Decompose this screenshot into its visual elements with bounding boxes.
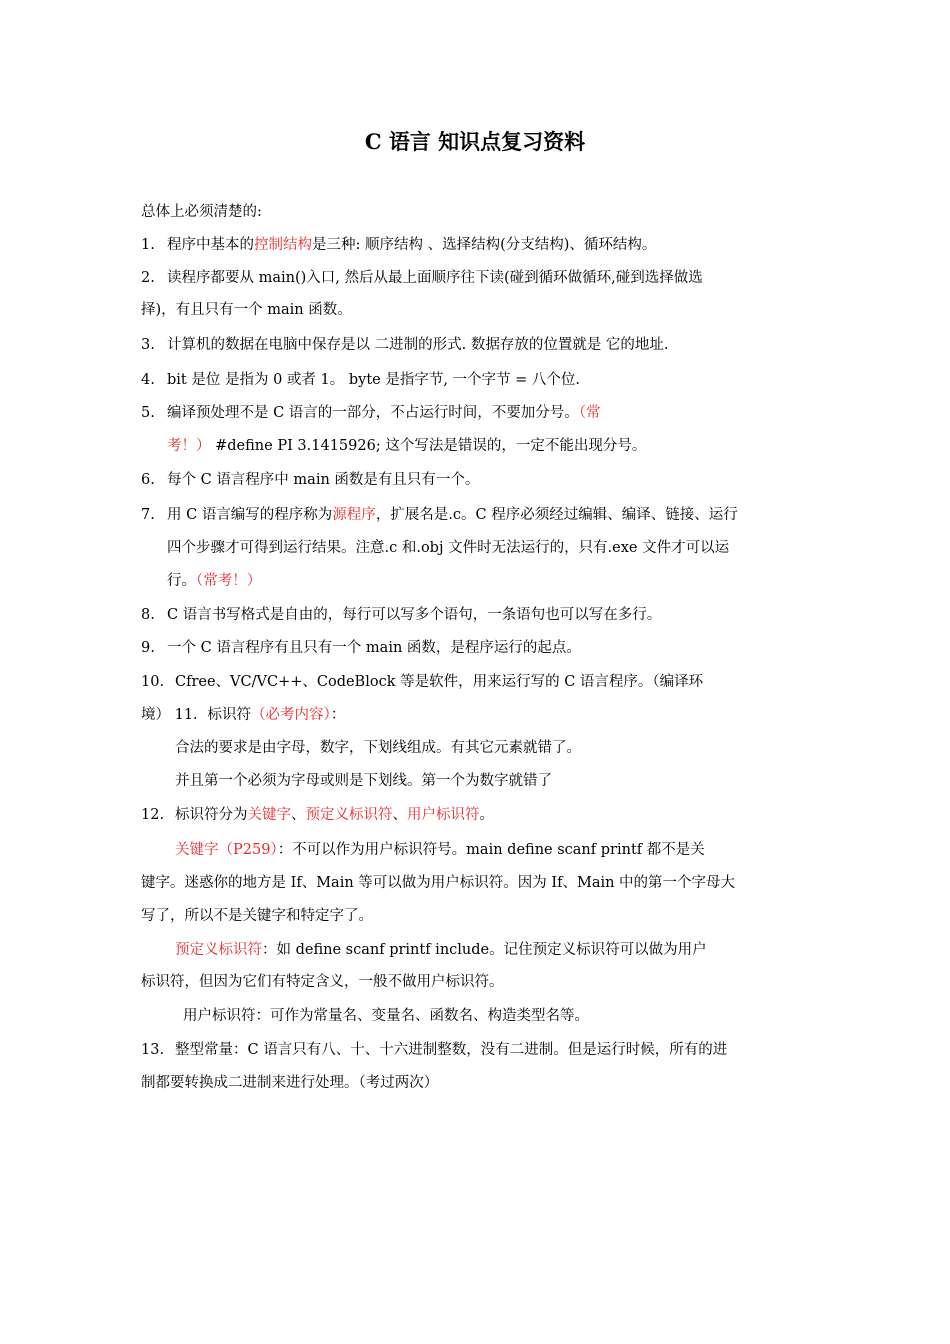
list-item-10-cont: 境） 11．标识符（必考内容）： [141,707,346,723]
identifier-rule-1: 合法的要求是由字母，数字，下划线组成。有其它元素就错了。 [175,740,581,756]
highlight-text: 源程序 [332,507,376,523]
highlight-text: 关键字（P259） [175,842,278,858]
list-item-2-cont: 择)，有且只有一个 main 函数。 [141,302,352,318]
list-item-1: 1. 程序中基本的控制结构是三种: 顺序结构 、选择结构(分支结构)、循环结构。 [141,237,657,253]
highlight-text: 预定义标识符 [305,807,393,823]
list-item-7-cont2: 行。（常考！） [167,573,262,589]
highlight-text: （常 [578,405,601,421]
keyword-definition: 关键字（P259）：不可以作为用户标识符号。main define scanf printf 都不是关 [175,842,705,858]
highlight-text: （常考！） [196,573,262,589]
highlight-text: （必考内容） [251,707,331,723]
list-item-8: 8. C 语言书写格式是自由的，每行可以写多个语句，一条语句也可以写在多行。 [141,607,662,623]
list-item-6: 6. 每个 C 语言程序中 main 函数是有且只有一个。 [141,472,480,488]
highlight-text: 控制结构 [254,237,312,253]
list-item-2: 2. 读程序都要从 main()入口, 然后从最上面顺序往下读(碰到循环做循环,碰到选择做选 [141,270,703,286]
list-item-5: 5. 编译预处理不是 C 语言的一部分，不占运行时间，不要加分号。（常 [141,405,601,421]
list-item-13: 13. 整型常量：C 语言只有八、十、十六进制整数，没有二进制。但是运行时候，所有的进 [141,1042,728,1058]
identifier-rule-2: 并且第一个必须为字母或则是下划线。第一个为数字就错了 [175,773,552,789]
list-item-3: 3. 计算机的数据在电脑中保存是以 二进制的形式. 数据存放的位置就是 它的地址. [141,337,669,353]
list-item-5-cont: 考！） #define PI 3.1415926; 这个写法是错误的，一定不能出现分号。 [167,438,647,454]
list-item-4: 4. bit 是位 是指为 0 或者 1。 byte 是指字节, 一个字节 = 八个位. [141,372,581,388]
list-item-13-cont: 制都要转换成二进制来进行处理。（考过两次） [141,1075,439,1091]
highlight-text: 考！） [167,438,211,454]
highlight-text: 用户标识符 [407,807,480,823]
intro-text: 总体上必须清楚的: [141,204,262,220]
list-item-12: 12. 标识符分为关键字、预定义标识符、用户标识符。 [141,807,494,823]
keyword-definition-cont2: 写了，所以不是关键字和特定字了。 [141,908,373,924]
list-item-10: 10. Cfree、VC/VC++、CodeBlock 等是软件，用来运行写的 C 语言程序。（编译环 [141,674,704,690]
page-title: C 语言 知识点复习资料 [364,129,586,154]
predefined-definition: 预定义标识符：如 define scanf printf include。记住预定义标识符可以做为用户 [175,942,707,958]
list-item-7-cont: 四个步骤才可得到运行结果。注意.c 和.obj 文件时无法运行的，只有.exe 文件才可以运 [167,540,730,556]
keyword-definition-cont: 键字。迷惑你的地方是 If、Main 等可以做为用户标识符。因为 If、Main 中的第一个字母大 [141,875,736,891]
list-item-7: 7. 用 C 语言编写的程序称为源程序，扩展名是.c。C 程序必须经过编辑、编译、链接、运行 [141,507,738,523]
list-item-9: 9. 一个 C 语言程序有且只有一个 main 函数，是程序运行的起点。 [141,640,581,656]
highlight-text: 预定义标识符 [175,942,262,958]
user-identifier-definition: 用户标识符：可作为常量名、变量名、函数名、构造类型名等。 [183,1008,589,1024]
predefined-definition-cont: 标识符，但因为它们有特定含义，一般不做用户标识符。 [141,974,504,990]
highlight-text: 关键字 [247,807,291,823]
